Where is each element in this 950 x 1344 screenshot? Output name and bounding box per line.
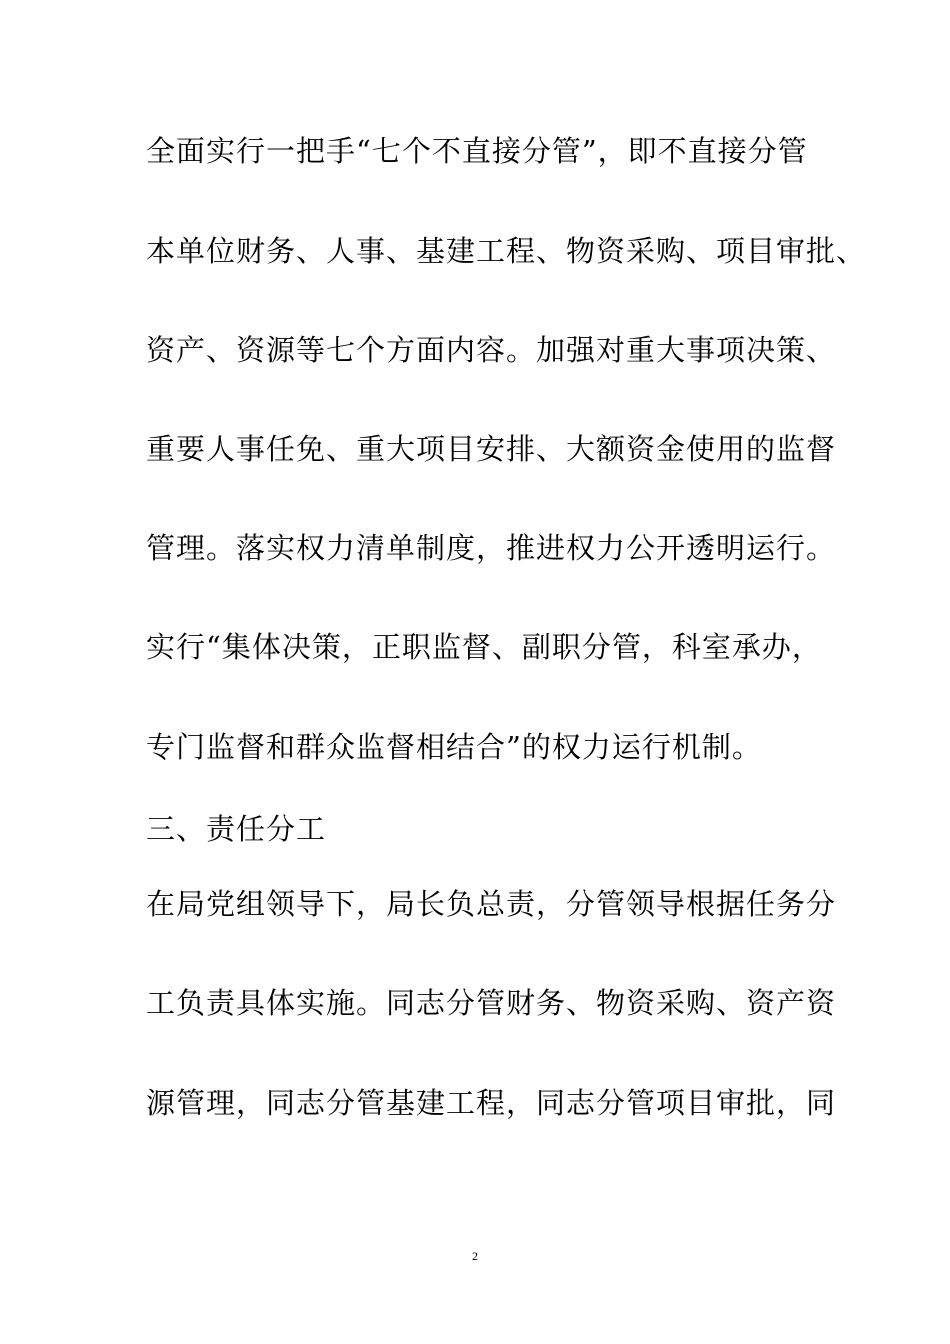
text-line: 工负责具体实施。同志分管财务、物资采购、资产资 [146,986,837,1020]
text-line: 实行“集体决策，正职监督、副职分管，科室承办， [146,630,822,664]
text-line: 源管理，同志分管基建工程，同志分管项目审批，同 [146,1086,837,1120]
section-heading: 三、责任分工 [146,812,327,846]
text-line: 专门监督和群众监督相结合”的权力运行机制。 [146,730,762,764]
text-line: 在局党组领导下，局长负总责，分管领导根据任务分 [146,887,837,921]
text-line: 管理。落实权力清单制度，推进权力公开透明运行。 [146,531,837,565]
text-line: 资产、资源等七个方面内容。加强对重大事项决策、 [146,333,837,367]
text-line: 全面实行一把手“七个不直接分管”，即不直接分管 [146,134,808,168]
text-line: 本单位财务、人事、基建工程、物资采购、项目审批、 [146,234,867,268]
page-number: 2 [472,1249,478,1263]
text-line: 重要人事任免、重大项目安排、大额资金使用的监督 [146,432,837,466]
